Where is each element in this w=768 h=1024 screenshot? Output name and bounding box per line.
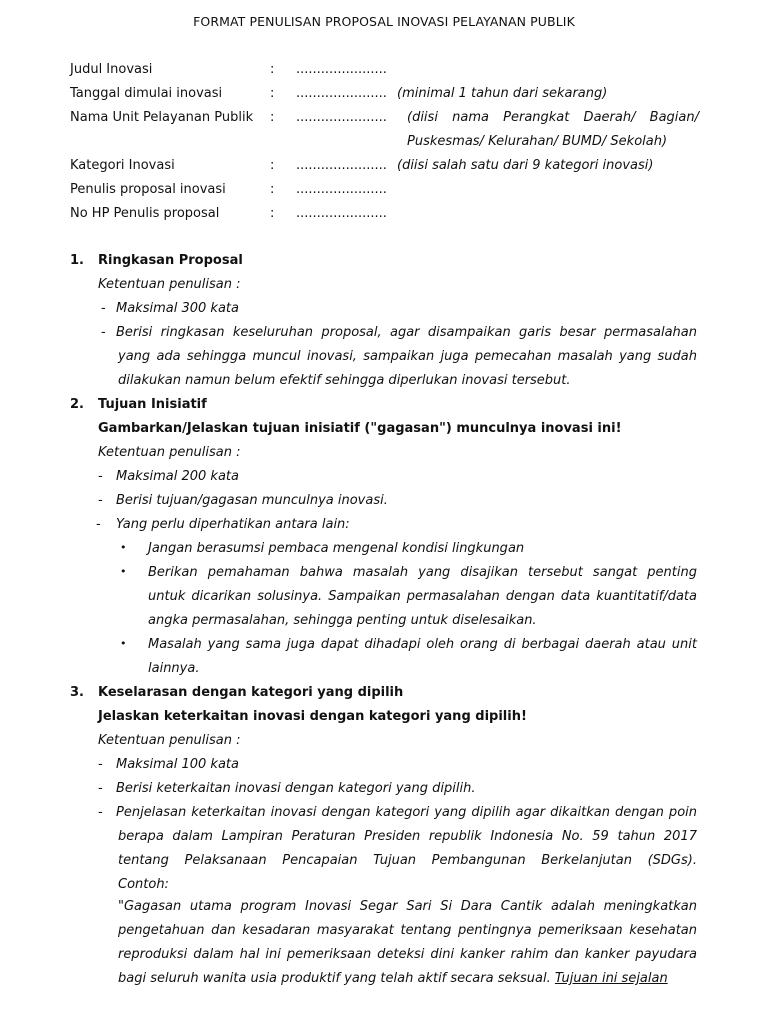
dash: - — [98, 493, 103, 508]
meta-value: ...................... — [296, 182, 387, 197]
meta-colon: : — [270, 158, 275, 173]
section-2-bullet-2-cont: angka permasalahan, sehingga penting untuk diselesaikan. — [148, 613, 537, 628]
section-3-subheading: Jelaskan keterkaitan inovasi dengan kategori yang dipilih! — [98, 709, 527, 724]
dash: - — [98, 781, 103, 796]
section-2-item-1: Maksimal 200 kata — [116, 469, 239, 484]
bullet-icon: • — [120, 541, 127, 554]
section-1-item-1: Maksimal 300 kata — [116, 301, 239, 316]
section-2-item-3: Yang perlu diperhatikan antara lain: — [116, 517, 350, 532]
section-1-item-2: Berisi ringkasan keseluruhan proposal, agar disampaikan garis besar permasalahan — [116, 325, 697, 340]
dash: - — [98, 805, 103, 820]
meta-value: ...................... — [296, 158, 387, 173]
section-3-example-cont: pengetahuan dan kesadaran masyarakat tentang pentingnya pemeriksaan kesehatan — [118, 923, 697, 938]
section-2-heading: Tujuan Inisiatif — [98, 397, 207, 412]
meta-colon: : — [270, 206, 275, 221]
dash: - — [98, 469, 103, 484]
bullet-icon: • — [120, 637, 127, 650]
underlined-text: Tujuan ini sejalan — [554, 971, 668, 986]
section-3-example: "Gagasan utama program Inovasi Segar Sari Si Dara Cantik adalah meningkatkan — [118, 899, 697, 914]
dash: - — [101, 325, 106, 340]
dash: - — [96, 517, 101, 532]
section-3-heading: Keselarasan dengan kategori yang dipilih — [98, 685, 404, 700]
section-3-number: 3. — [70, 685, 84, 700]
section-3-item-3-cont: berapa dalam Lampiran Peraturan Presiden republik Indonesia No. 59 tahun 2017 — [118, 829, 697, 844]
meta-value: ...................... — [296, 86, 387, 101]
meta-value: ...................... — [296, 206, 387, 221]
section-2-item-2: Berisi tujuan/gagasan munculnya inovasi. — [116, 493, 388, 508]
meta-note: (diisi salah satu dari 9 kategori inovasi) — [397, 158, 654, 173]
meta-colon: : — [270, 62, 275, 77]
page-title: FORMAT PENULISAN PROPOSAL INOVASI PELAYANAN PUBLIK — [193, 14, 575, 29]
section-3-example-cont: reproduksi dalam hal ini pemeriksaan deteksi dini kanker rahim dan kanker payudara — [118, 947, 697, 962]
section-3-ketentuan: Ketentuan penulisan : — [98, 733, 241, 748]
meta-colon: : — [270, 110, 275, 125]
section-2-bullet-1: Jangan berasumsi pembaca mengenal kondisi lingkungan — [148, 541, 525, 556]
meta-label: Kategori Inovasi — [70, 158, 175, 173]
meta-label: No HP Penulis proposal — [70, 206, 220, 221]
section-2-bullet-2: Berikan pemahaman bahwa masalah yang disajikan tersebut sangat penting — [148, 565, 697, 580]
section-2-ketentuan: Ketentuan penulisan : — [98, 445, 241, 460]
section-2-subheading: Gambarkan/Jelaskan tujuan inisiatif ("gagasan") munculnya inovasi ini! — [98, 421, 622, 436]
section-1-number: 1. — [70, 253, 84, 268]
meta-value: ...................... — [296, 110, 387, 125]
meta-note-cont: Puskesmas/ Kelurahan/ BUMD/ Sekolah) — [407, 134, 668, 149]
section-3-item-3-contoh: Contoh: — [118, 877, 169, 892]
section-1-ketentuan: Ketentuan penulisan : — [98, 277, 241, 292]
meta-label: Penulis proposal inovasi — [70, 182, 226, 197]
section-2-bullet-2-cont: untuk dicarikan solusinya. Sampaikan permasalahan dengan data kuantitatif/data — [148, 589, 697, 604]
meta-note: (diisi nama Perangkat Daerah/ Bagian/ — [407, 110, 699, 125]
meta-label: Judul Inovasi — [70, 62, 153, 77]
meta-note: (minimal 1 tahun dari sekarang) — [397, 86, 608, 101]
section-1-heading: Ringkasan Proposal — [98, 253, 243, 268]
section-2-bullet-3-cont: lainnya. — [148, 661, 200, 676]
dash: - — [101, 301, 106, 316]
dash: - — [98, 757, 103, 772]
section-3-item-2: Berisi keterkaitan inovasi dengan kategori yang dipilih. — [116, 781, 476, 796]
meta-colon: : — [270, 182, 275, 197]
meta-colon: : — [270, 86, 275, 101]
meta-label: Nama Unit Pelayanan Publik — [70, 110, 254, 125]
section-3-item-3-cont: tentang Pelaksanaan Pencapaian Tujuan Pembangunan Berkelanjutan (SDGs). — [118, 853, 697, 868]
section-2-number: 2. — [70, 397, 84, 412]
section-1-item-2-cont: yang ada sehingga muncul inovasi, sampaikan juga pemecahan masalah yang sudah — [118, 349, 697, 364]
section-3-example-cont — [118, 971, 668, 986]
example-text: bagi seluruh wanita usia produktif yang telah aktif secara seksual. — [118, 971, 551, 986]
meta-label: Tanggal dimulai inovasi — [70, 86, 223, 101]
meta-value: ...................... — [296, 62, 387, 77]
section-3-item-3: Penjelasan keterkaitan inovasi dengan kategori yang dipilih agar dikaitkan dengan poin — [116, 805, 697, 820]
section-2-bullet-3: Masalah yang sama juga dapat dihadapi oleh orang di berbagai daerah atau unit — [148, 637, 697, 652]
section-1-item-2-cont: dilakukan namun belum efektif sehingga diperlukan inovasi tersebut. — [118, 373, 571, 388]
section-3-item-1: Maksimal 100 kata — [116, 757, 239, 772]
bullet-icon: • — [120, 565, 127, 578]
